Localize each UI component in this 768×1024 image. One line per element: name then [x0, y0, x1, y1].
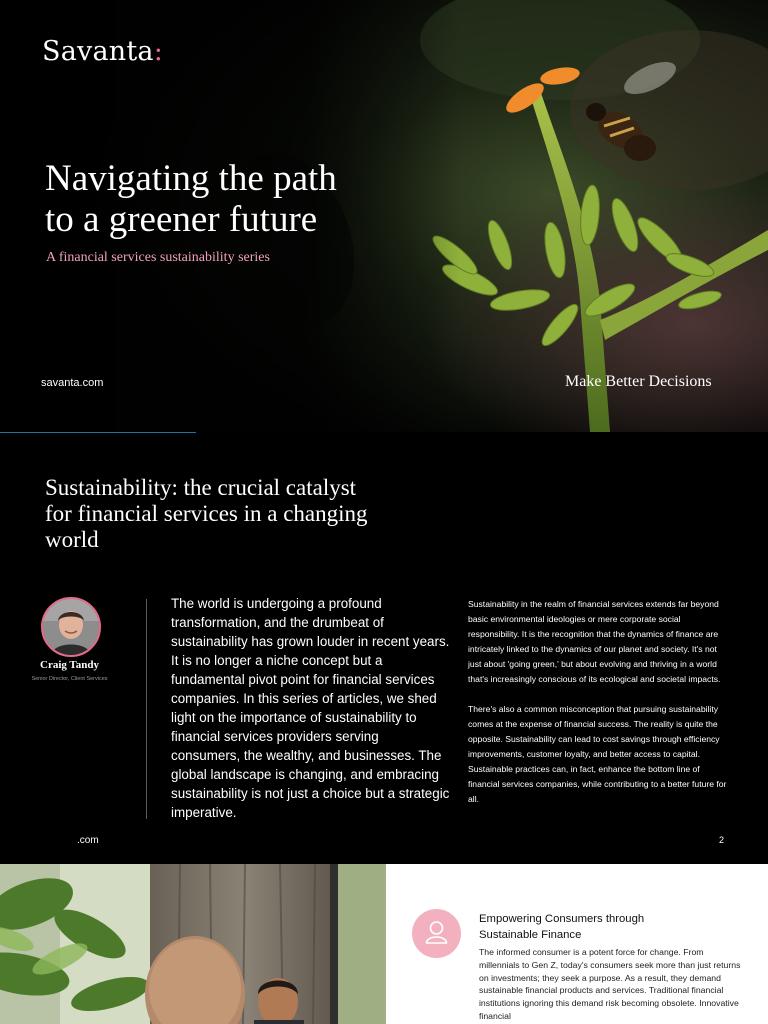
office-meeting-photo: [0, 864, 386, 1024]
article-title: Sustainability: the crucial catalyst for financial services in a changing world: [45, 475, 368, 552]
cover-title: [45, 158, 425, 240]
column-divider: [146, 599, 147, 819]
page-divider-line: [0, 432, 196, 433]
cover-title-line-1: Navigating the path: [45, 158, 337, 199]
person-photo-icon: [43, 599, 99, 655]
section-body: The informed consumer is a potent force for change. From millennials to Gen Z, today's consumers seek more than just returns on investments; they seek a purpose. As a result, they demand sustainable financial products and services. Traditional financial institutions ignoring this demand risk becoming obsolete. Innovative financial: [479, 947, 741, 1021]
author-name: Craig Tandy: [40, 659, 99, 671]
cover-tagline: Make Better Decisions: [565, 373, 712, 390]
author-avatar: [41, 597, 101, 657]
article-page: [0, 432, 768, 864]
page-number: 2: [719, 835, 725, 845]
section-heading: Empowering Consumers through Sustainable Finance: [479, 913, 645, 941]
cover-page: [0, 0, 768, 432]
footer-url[interactable]: .com: [77, 835, 99, 846]
cover-subtitle: A financial services sustainability series: [46, 250, 270, 265]
person-icon-badge: [412, 909, 461, 958]
body-paragraph-2: There's also a common misconception that pursuing sustainability comes at the expense of financial success. The reality is quite the opposite. Sustainability can lead to cost savings through efficiency improvements, customer loyalty, and better access to capital. Sustainable practices can, in fact, enhance the bottom line of financial services companies, while contributing to a better future for all.: [468, 704, 727, 804]
consumer-section-page: [0, 864, 768, 1024]
article-body: [468, 597, 730, 822]
cover-url[interactable]: savanta.com: [41, 377, 104, 389]
cover-title-line-2: to a greener future: [45, 199, 318, 240]
savanta-logo: Savanta:: [42, 36, 163, 67]
article-lead-paragraph: The world is undergoing a profound transformation, and the drumbeat of sustainability has grown louder in recent years. It is no longer a niche concept but a fundamental pivot point for financial services companies. In this series of articles, we shed light on the importance of sustainability to financial services providers serving consumers, the wealthy, and businesses. The global landscape is changing, and embracing sustainability is not just a choice but a strategic imperative.: [171, 596, 450, 820]
body-paragraph-1: Sustainability in the realm of financial services extends far beyond basic environmental ideologies or mere corporate social responsibility. It is the recognition that the dynamics of finance are intricately linked to the dynamics of our planet and society. It's not just about 'going green,' but about evolving and thriving in a world that's increasingly conscious of its ecological and societal impacts.: [468, 599, 721, 684]
person-icon: [412, 909, 461, 958]
author-role: Senior Director, Client Services: [31, 676, 108, 682]
